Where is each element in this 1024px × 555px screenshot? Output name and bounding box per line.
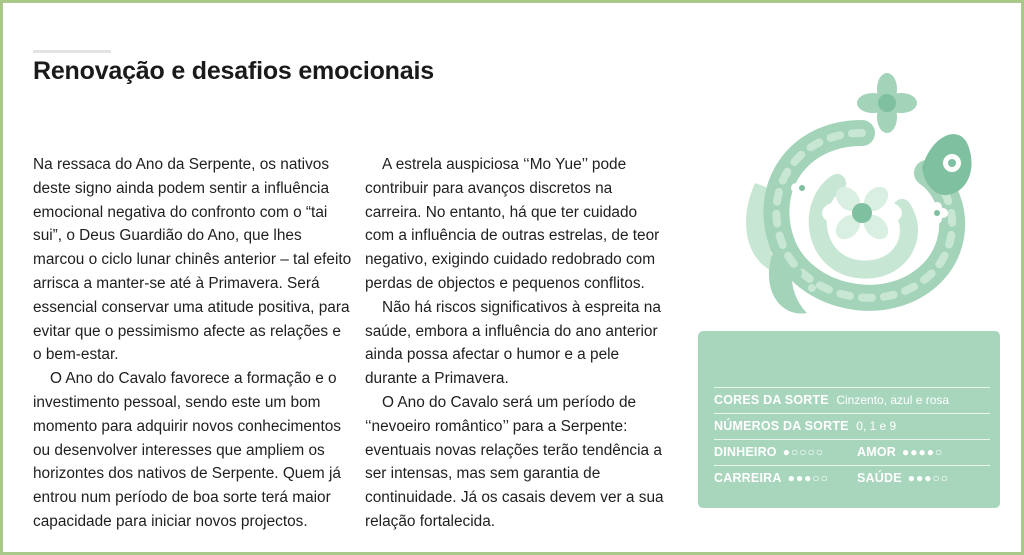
luck-colors-label: CORES DA SORTE [714,393,829,407]
career-label: CARREIRA [714,471,782,485]
article-title: Renovação e desafios emocionais [33,57,434,85]
text-column-2 [365,153,665,534]
luck-numbers-row [714,413,990,439]
luck-money-love-row [714,439,990,465]
money-label: DINHEIRO [714,445,777,459]
luck-career-health-row [714,465,990,491]
luck-colors-value: Cinzento, azul e rosa [836,393,950,407]
love-rating: ●●●●○ [902,445,944,459]
money-rating: ●○○○○ [782,445,824,459]
luck-numbers-label: NÚMEROS DA SORTE [714,419,849,433]
luck-love [857,440,943,465]
health-label: SAÚDE [857,471,902,485]
paragraph: O Ano do Cavalo favorece a formação e o investimento pessoal, sendo este um bom momento para adquirir novos conhecimentos ou desenvolver interesses que ampliem os horizontes dos nativos de Serpente. Quem já entrou num período de boa sorte terá maior capacidade para iniciar novos projectos. [33,370,341,530]
text-column-1 [33,153,353,534]
paragraph: O Ano do Cavalo será um período de ‘‘nevoeiro romântico’’ para a Serpente: eventuais novas relações terão tendência a ser intensas, mas sem garantia de continuidade. Já os casais devem ver a sua relação fortalecida. [365,393,664,530]
luck-colors-row [714,387,990,413]
snake-flower-illustration-icon [737,73,987,323]
luck-career [714,466,829,491]
paragraph: A estrela auspiciosa ‘‘Mo Yue’’ pode contribuir para avanços discretos na carreira. No entanto, há que ter cuidado com a influência de outras estrelas, de teor negativo, exigindo cuidado redobrado com perdas de objectos e pequenos conflitos. [365,156,660,292]
luck-panel [698,331,1000,508]
career-rating: ●●●○○ [787,471,829,485]
luck-health [857,466,949,491]
love-label: AMOR [857,445,896,459]
paragraph: Não há riscos significativos à espreita na saúde, embora a influência do ano anterior ainda possa afectar o humor e a pele durante a Primavera. [365,298,661,388]
health-rating: ●●●○○ [907,471,950,485]
luck-money [714,440,824,465]
title-rule [33,50,111,53]
luck-numbers-value: 0, 1 e 9 [856,419,897,433]
paragraph: Na ressaca do Ano da Serpente, os nativos deste signo ainda podem sentir a influência emocional negativa do confronto com o “tai sui”, o Deus Guardião do Ano, que lhes marcou o ciclo lunar chinês anterior – tal efeito arrisca a manter-se até à Primavera. Será essencial conservar uma atitude positiva, para evitar que o pessimismo afecte as relações e o bem-estar. [33,156,352,364]
